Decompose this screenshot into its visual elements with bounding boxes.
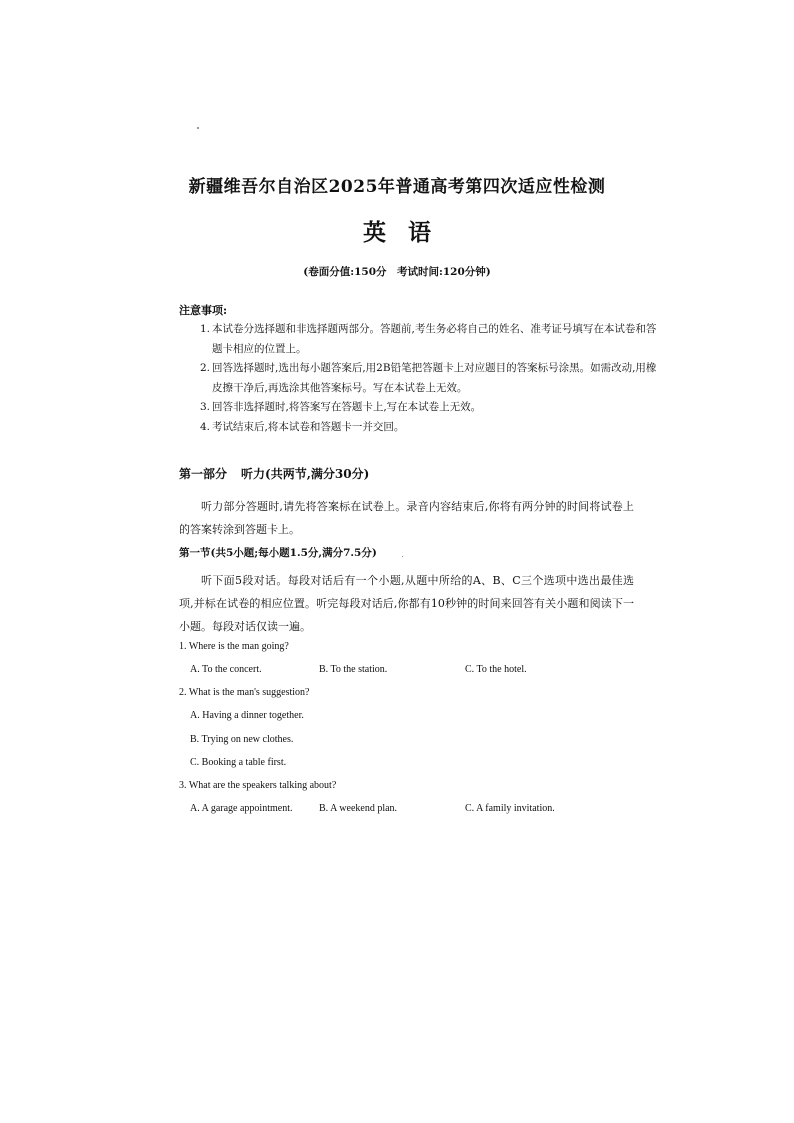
scan-speck [402,556,403,557]
notice-list [200,320,660,437]
answer-option: A. To the concert. [190,664,262,675]
answer-option: C. Booking a table first. [190,757,287,768]
section-instructions: 听下面5段对话。每段对话后有一个小题,从题中所给的A、B、C三个选项中选出最佳选项,并标在试卷的相应位置。听完每段对话后,你都有10秒钟的时间来回答有关小题和阅读下一小题。每段对话仅读一遍。 [179,574,634,633]
notice-item-text: 本试卷分选择题和非选择题两部分。答题前,考生务必将自己的姓名、准考证号填写在本试卷和答题卡相应的位置上。 [212,323,657,355]
question-stem: 3. What are the speakers talking about? [179,780,337,791]
answer-option: C. To the hotel. [465,664,527,675]
notice-item-text: 回答选择题时,选出每小题答案后,用2B铅笔把答题卡上对应题目的答案标号涂黑。如需改动,用橡皮擦干净后,再选涂其他答案标号。写在本试卷上无效。 [212,362,657,394]
notice-item [200,418,660,438]
notice-item-text: 回答非选择题时,将答案写在答题卡上,写在本试卷上无效。 [212,401,482,413]
notice-item-number: 1. [200,323,211,335]
answer-option: A. Having a dinner together. [190,710,304,721]
scan-speck [197,127,199,129]
notice-item-number: 4. [200,420,211,433]
exam-meta: (卷面分值:150分 考试时间:120分钟) [303,266,491,278]
answer-option: A. A garage appointment. [190,803,293,814]
section-heading: 第一节(共5小题;每小题1.5分,满分7.5分) [179,547,377,559]
answer-option: B. To the station. [319,664,388,675]
notice-heading: 注意事项: [179,304,228,317]
answer-option: B. Trying on new clothes. [190,734,294,745]
answer-option: B. A weekend plan. [319,803,398,814]
answer-option: C. A family invitation. [465,803,555,814]
part-heading [179,465,369,482]
notice-item [200,359,660,398]
notice-item [200,398,660,418]
notice-item-text: 考试结束后,将本试卷和答题卡一并交回。 [212,420,405,433]
question-stem: 2. What is the man's suggestion? [179,687,310,698]
question-stem: 1. Where is the man going? [179,641,289,652]
notice-item-number: 2. [200,362,211,374]
part-intro: 听力部分答题时,请先将答案标在试卷上。录音内容结束后,你将有两分钟的时间将试卷上的答案转涂到答题卡上。 [179,500,634,536]
part-label: 第一部分 [179,467,228,481]
notice-item [200,320,660,359]
notice-item-number: 3. [200,401,211,413]
subject-title: 英语 [363,219,453,246]
part-title: 听力(共两节,满分30分) [241,467,370,481]
exam-title: 新疆维吾尔自治区2025年普通高考第四次适应性检测 [188,177,606,197]
